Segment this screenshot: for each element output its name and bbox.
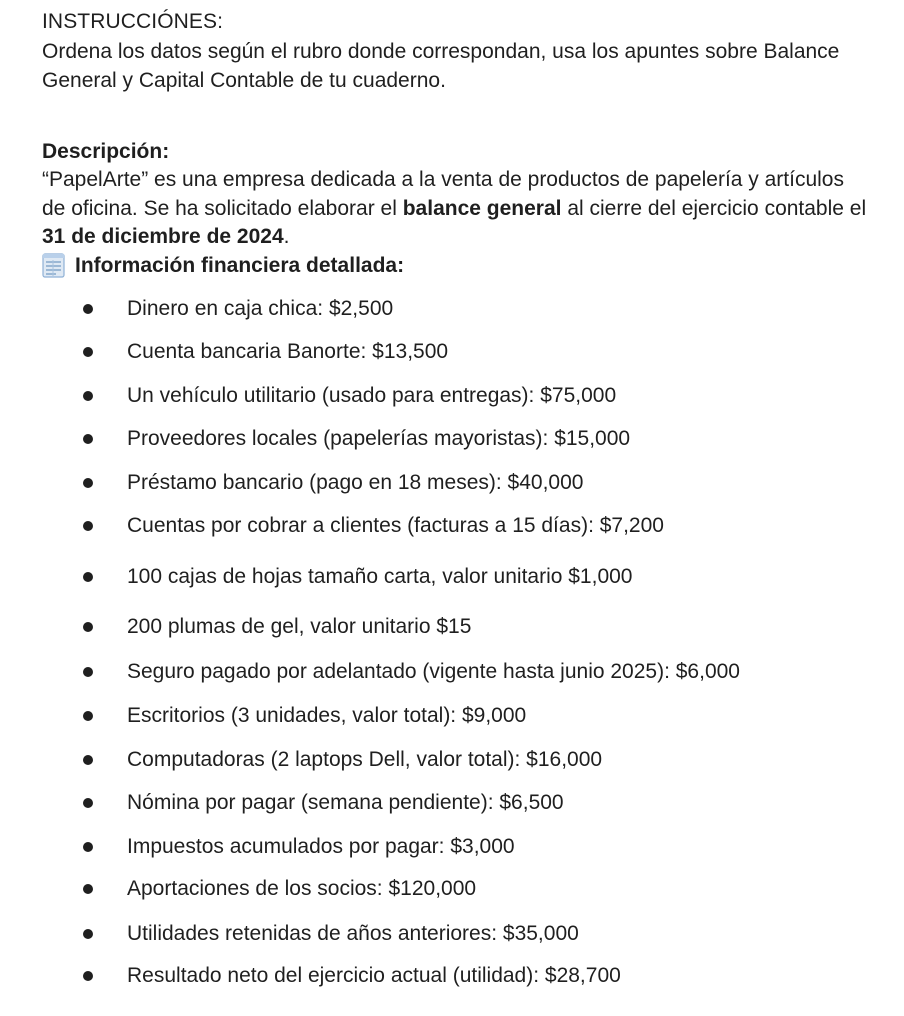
list-item-text: Cuenta bancaria Banorte: $13,500 <box>127 340 449 363</box>
bullet <box>83 798 93 808</box>
description-title: Descripción: <box>42 140 170 163</box>
bullet <box>83 521 93 531</box>
list-item-text: Un vehículo utilitario (usado para entregas): $75,000 <box>127 384 617 407</box>
list-item <box>0 743 904 777</box>
list-item <box>0 655 904 689</box>
list-item <box>0 422 904 456</box>
list-item <box>0 872 904 906</box>
list-item <box>0 335 904 369</box>
bullet <box>83 572 93 582</box>
instructions-text: Ordena los datos según el rubro donde correspondan, usa los apuntes sobre Balance General y Capital Contable de tu cuaderno. <box>42 40 840 92</box>
bullet <box>83 711 93 721</box>
bullet <box>83 884 93 894</box>
bullet <box>83 347 93 357</box>
list-item <box>0 466 904 500</box>
description-text <box>42 166 872 252</box>
list-item <box>0 830 904 864</box>
list-item <box>0 786 904 820</box>
list-item-text: Aportaciones de los socios: $120,000 <box>127 877 477 900</box>
bullet <box>83 391 93 401</box>
bullet <box>83 478 93 488</box>
list-item-text: Escritorios (3 unidades, valor total): $9,000 <box>127 704 527 727</box>
list-item-text: Dinero en caja chica: $2,500 <box>127 297 394 320</box>
description-text-part2: al cierre del ejercicio contable el <box>561 196 867 220</box>
description-bold-balance: balance general <box>402 196 562 220</box>
list-item-text: Proveedores locales (papelerías mayoristas): $15,000 <box>127 427 631 450</box>
list-item-text: Resultado neto del ejercicio actual (utilidad): $28,700 <box>127 964 621 987</box>
bullet <box>83 622 93 632</box>
list-item-text: Computadoras (2 laptops Dell, valor total): $16,000 <box>127 748 603 771</box>
list-item-text: 200 plumas de gel, valor unitario $15 <box>127 615 472 638</box>
list-item-text: Impuestos acumulados por pagar: $3,000 <box>127 835 515 858</box>
list-item <box>0 959 904 993</box>
list-item-text: Nómina por pagar (semana pendiente): $6,500 <box>127 791 564 814</box>
bullet <box>83 971 93 981</box>
bullet <box>83 842 93 852</box>
list-item <box>0 292 904 326</box>
bullet <box>83 304 93 314</box>
description-text-part3: . <box>283 225 290 248</box>
financial-info-title <box>42 253 404 279</box>
list-item <box>0 610 904 644</box>
bullet <box>83 755 93 765</box>
list-item-text: Utilidades retenidas de años anteriores: $35,000 <box>127 922 579 945</box>
bullet <box>83 667 93 677</box>
bullet <box>83 434 93 444</box>
list-item <box>0 699 904 733</box>
list-item-text: Seguro pagado por adelantado (vigente hasta junio 2025): $6,000 <box>127 660 740 683</box>
list-item-text: 100 cajas de hojas tamaño carta, valor unitario $1,000 <box>127 565 633 588</box>
list-item-text: Cuentas por cobrar a clientes (facturas a 15 días): $7,200 <box>127 514 664 537</box>
description-text-part1: “PapelArte” es una empresa dedicada a la venta de productos de papelería y artículos de oficina. Se ha solicitado elaborar el <box>42 168 844 220</box>
bullet <box>83 929 93 939</box>
list-item <box>0 379 904 413</box>
instructions-heading: INSTRUCCIÓNES: <box>42 10 224 33</box>
list-item-text: Préstamo bancario (pago en 18 meses): $40,000 <box>127 471 584 494</box>
financial-info-title-text: Información financiera detallada: <box>75 254 405 277</box>
list-item <box>0 509 904 543</box>
list-item <box>0 917 904 951</box>
list-item <box>0 560 904 594</box>
description-bold-date: 31 de diciembre de 2024 <box>42 225 284 248</box>
ledger-icon <box>42 253 66 279</box>
